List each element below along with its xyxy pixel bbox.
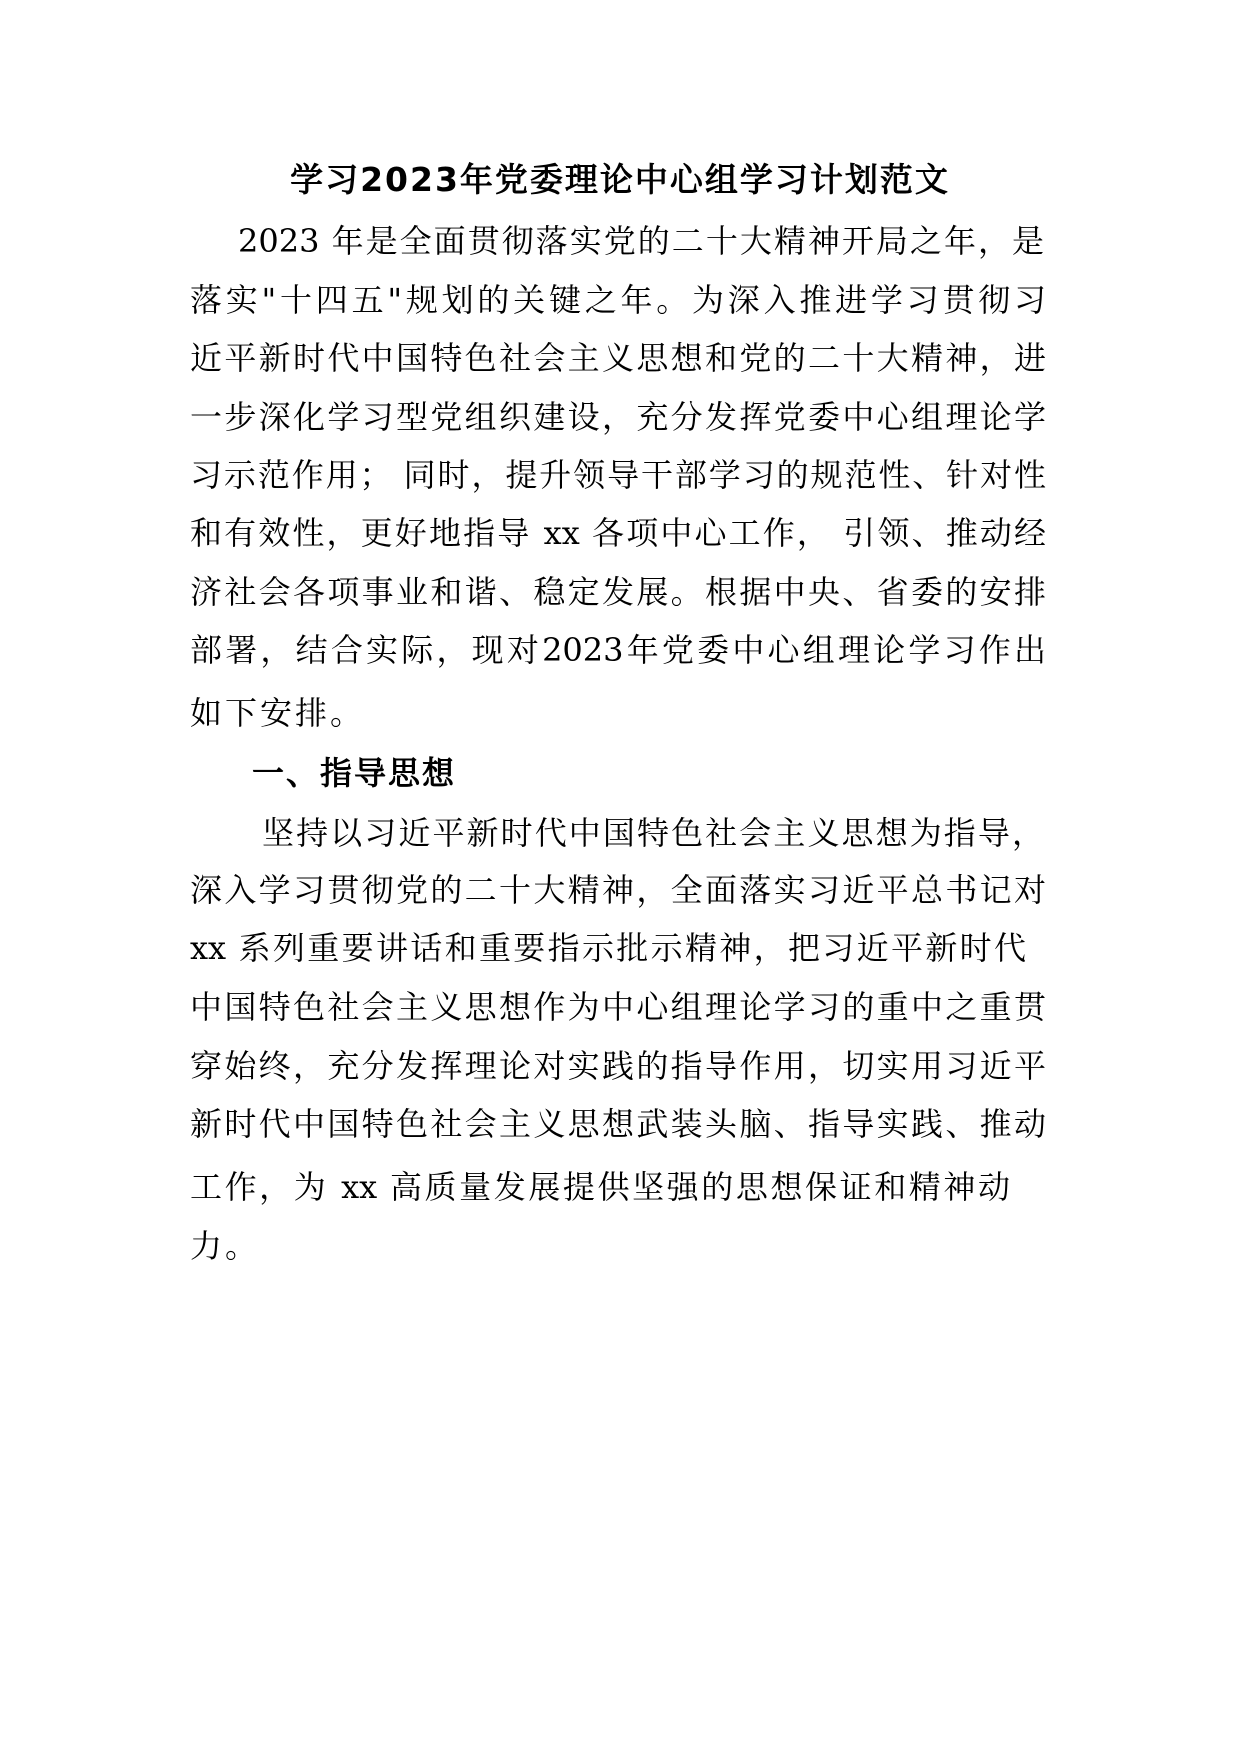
document-title: 学习2023年党委理论中心组学习计划范文 (290, 160, 950, 199)
intro-line-7: 济社会各项事业和谐、稳定发展。根据中央、省委的安排 (190, 573, 1046, 611)
section-line-4: 中国特色社会主义思想作为中心组理论学习的重中之重贯 (190, 988, 1046, 1026)
section-line-8: 力。 (190, 1227, 261, 1265)
section-line-2: 深入学习贯彻党的二十大精神，全面落实习近平总书记对 (190, 871, 1046, 909)
intro-line-4: 一步深化学习型党组织建设，充分发挥党委中心组理论学 (190, 398, 1046, 436)
intro-line-8: 部署，结合实际，现对2023年党委中心组理论学习作出 (190, 631, 1046, 669)
section-line-5: 穿始终，充分发挥理论对实践的指导作用，切实用习近平 (190, 1047, 1046, 1085)
intro-line-2: 落实"十四五"规划的关键之年。为深入推进学习贯彻习 (190, 281, 1046, 319)
intro-line-6: 和有效性，更好地指导 xx 各项中心工作， 引领、推动经 (190, 514, 1046, 552)
section-heading: 一、指导思想 (252, 754, 457, 792)
section-line-1: 坚持以习近平新时代中国特色社会主义思想为指导， (262, 814, 1044, 852)
intro-line-5: 习示范作用； 同时，提升领导干部学习的规范性、针对性 (190, 456, 1046, 494)
section-line-3: xx 系列重要讲话和重要指示批示精神，把习近平新时代 (190, 929, 1026, 967)
section-line-7: 工作，为 xx 高质量发展提供坚强的思想保证和精神动 (190, 1168, 1010, 1206)
intro-line-1: 2023 年是全面贯彻落实党的二十大精神开局之年，是 (238, 222, 1044, 260)
intro-line-9: 如下安排。 (190, 694, 366, 732)
intro-line-3: 近平新时代中国特色社会主义思想和党的二十大精神，进 (190, 339, 1046, 377)
section-line-6: 新时代中国特色社会主义思想武装头脑、指导实践、推动 (190, 1105, 1046, 1143)
